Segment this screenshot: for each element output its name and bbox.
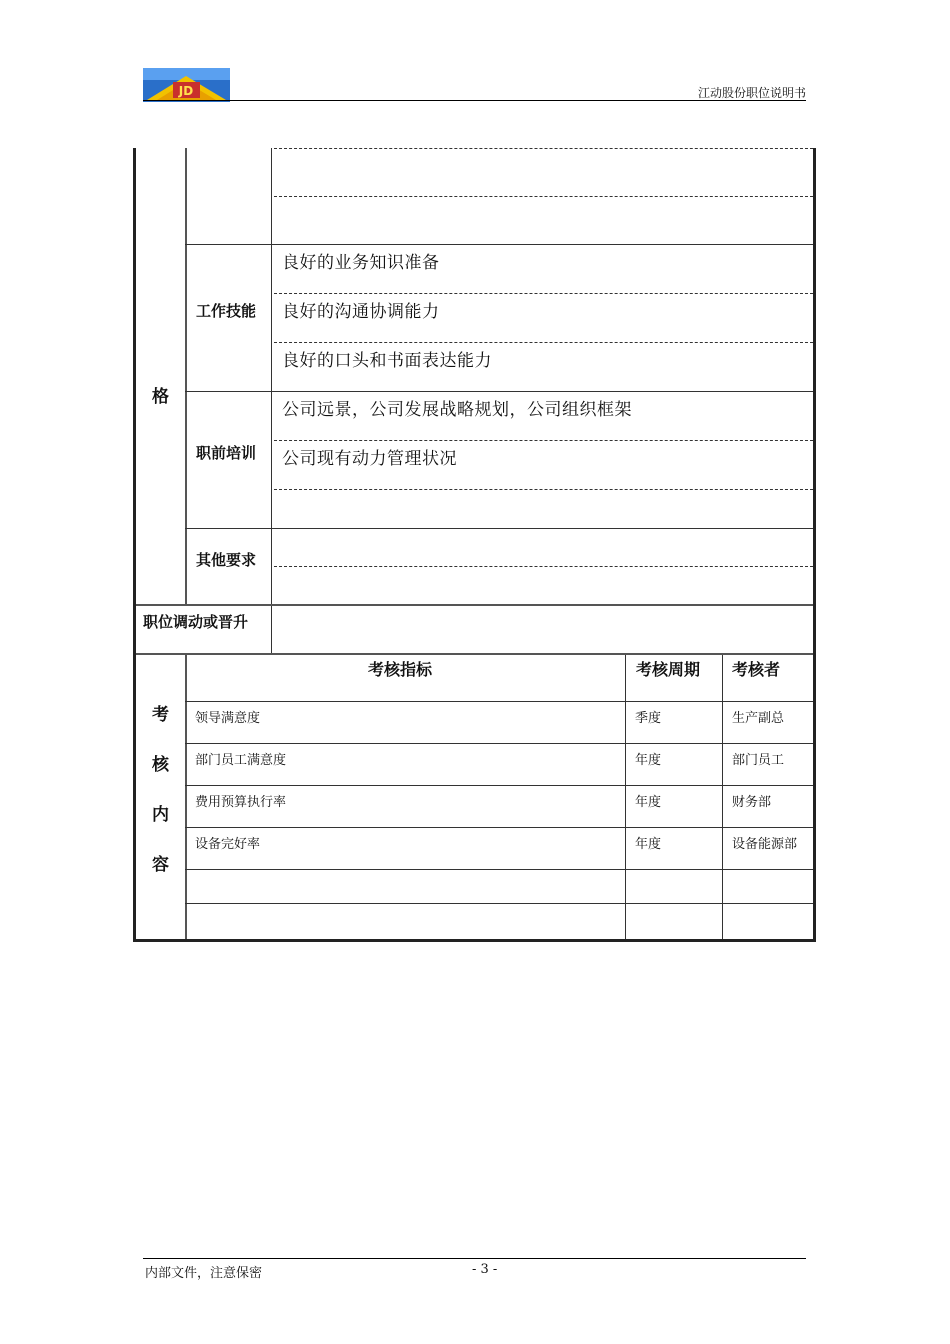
dash-line [274,148,813,149]
label-other-requirements: 其他要求 [196,551,257,569]
page-number: - 3 - [472,1262,498,1277]
footer-rule [143,1258,806,1259]
assessor-cell: 生产副总 [732,711,785,726]
assessment-char: 考 [152,705,169,725]
assessment-char: 内 [152,805,169,825]
indicator-cell: 费用预算执行率 [195,795,287,810]
period-cell: 年度 [635,753,662,768]
row-line [185,528,813,529]
row-line [185,903,813,904]
label-pre-job-training: 职前培训 [196,444,257,462]
skill-line: 良好的沟通协调能力 [282,302,440,322]
indicator-cell: 领导满意度 [195,711,261,726]
assessment-char: 容 [152,855,169,875]
row-line [185,701,813,702]
indicator-cell: 设备完好率 [195,837,261,852]
header-assessor: 考核者 [732,660,781,679]
row-line [185,391,813,392]
row-line [185,244,813,245]
skill-line: 良好的业务知识准备 [282,253,440,273]
assessor-cell: 设备能源部 [732,837,798,852]
dash-line [274,489,813,490]
dash-line [274,196,813,197]
training-line: 公司现有动力管理状况 [282,449,457,469]
job-description-table [133,148,816,942]
dash-line [274,342,813,343]
label-work-skills: 工作技能 [196,302,257,320]
assessment-char: 核 [152,755,169,775]
period-cell: 年度 [635,795,662,810]
dash-line [274,566,813,567]
document-title: 江动股份职位说明书 [697,86,806,100]
header-period: 考核周期 [636,660,701,679]
row-line [185,785,813,786]
section-divider [136,604,813,606]
header-indicator: 考核指标 [368,660,433,679]
col-divider-3 [185,654,187,939]
col-divider-4 [625,654,626,939]
row-line [185,827,813,828]
assessor-cell: 财务部 [732,795,772,810]
row-line [185,743,813,744]
training-line: 公司远景，公司发展战略规划，公司组织框架 [282,400,632,420]
svg-text:JD: JD [178,84,194,98]
col-divider-2 [271,148,272,655]
col-divider-1 [185,148,187,606]
row-line [185,869,813,870]
label-promotion: 职位调动或晋升 [143,613,249,631]
period-cell: 季度 [635,711,662,726]
col-divider-5 [722,654,723,939]
assessor-cell: 部门员工 [732,753,785,768]
indicator-cell: 部门员工满意度 [195,753,287,768]
header-rule [143,100,806,101]
company-logo [143,68,230,102]
section-label-qualification: 格 [152,387,169,407]
dash-line [274,293,813,294]
period-cell: 年度 [635,837,662,852]
skill-line: 良好的口头和书面表达能力 [282,351,492,371]
dash-line [274,440,813,441]
section-divider [136,653,813,655]
confidential-note: 内部文件，注意保密 [145,1266,263,1281]
